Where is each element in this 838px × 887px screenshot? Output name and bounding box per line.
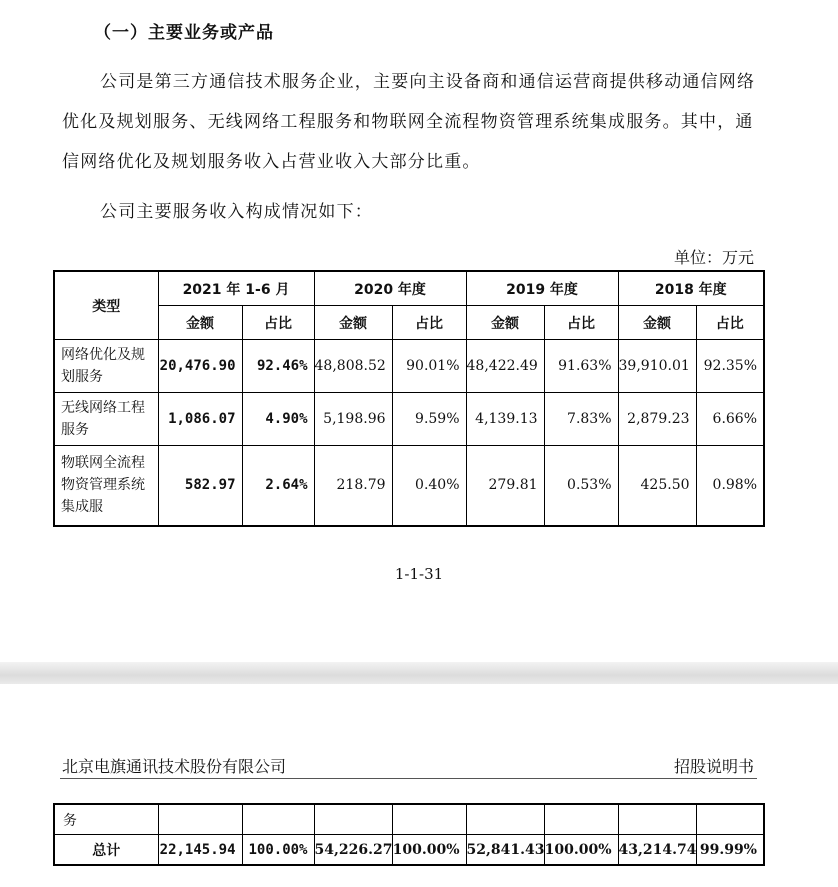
table-cell: 91.63% bbox=[544, 340, 618, 393]
table-cell: 7.83% bbox=[544, 393, 618, 446]
share-header: 占比 bbox=[392, 306, 466, 340]
amount-header: 金额 bbox=[314, 306, 392, 340]
row-label: 无线网络工程服务 bbox=[54, 393, 158, 446]
table-cell: 425.50 bbox=[618, 446, 696, 526]
amount-header: 金额 bbox=[466, 306, 544, 340]
table-cell: 9.59% bbox=[392, 393, 466, 446]
total-cell: 54,226.27 bbox=[314, 835, 392, 866]
table-intro-text: 公司主要服务收入构成情况如下： bbox=[100, 202, 373, 222]
table-cell: 2,879.23 bbox=[618, 393, 696, 446]
table-row bbox=[54, 804, 764, 835]
document-type-header: 招股说明书 bbox=[673, 757, 754, 776]
table-cell: 5,198.96 bbox=[314, 393, 392, 446]
table-cell bbox=[544, 804, 618, 835]
total-cell: 52,841.43 bbox=[466, 835, 544, 866]
table-cell: 4.90% bbox=[242, 393, 314, 446]
table-row bbox=[54, 340, 764, 393]
table-cell: 92.46% bbox=[242, 340, 314, 393]
table-cell bbox=[466, 804, 544, 835]
page-number: 1-1-31 bbox=[394, 565, 444, 583]
table-subheader-row bbox=[54, 306, 764, 340]
share-header: 占比 bbox=[544, 306, 618, 340]
total-row bbox=[54, 835, 764, 866]
period-header: 2019 年度 bbox=[466, 271, 618, 306]
total-cell: 100.00% bbox=[242, 835, 314, 866]
revenue-composition-table bbox=[53, 270, 765, 527]
table-cell bbox=[392, 804, 466, 835]
table-cell: 1,086.07 bbox=[158, 393, 242, 446]
total-cell: 22,145.94 bbox=[158, 835, 242, 866]
table-cell bbox=[618, 804, 696, 835]
table-cell: 218.79 bbox=[314, 446, 392, 526]
table-cell: 0.98% bbox=[696, 446, 764, 526]
table-intro-paragraph bbox=[62, 192, 762, 232]
total-cell: 100.00% bbox=[544, 835, 618, 866]
table-cell: 0.40% bbox=[392, 446, 466, 526]
table-cell bbox=[314, 804, 392, 835]
table-cell bbox=[158, 804, 242, 835]
table-cell: 279.81 bbox=[466, 446, 544, 526]
table-cell: 90.01% bbox=[392, 340, 466, 393]
table-row bbox=[54, 393, 764, 446]
type-header: 类型 bbox=[54, 271, 158, 340]
share-header: 占比 bbox=[696, 306, 764, 340]
row-label: 网络优化及规划服务 bbox=[54, 340, 158, 393]
intro-paragraph-text: 公司是第三方通信技术服务企业，主要向主设备商和通信运营商提供移动通信网络优化及规划服务、无线网络工程服务和物联网全流程物资管理系统集成服务。其中，通信网络优化及规划服务收入占营业收入大部分比重。 bbox=[62, 72, 756, 172]
table-cell: 6.66% bbox=[696, 393, 764, 446]
document-page-2 bbox=[0, 684, 838, 887]
table-cell bbox=[696, 804, 764, 835]
table-cell: 20,476.90 bbox=[158, 340, 242, 393]
revenue-composition-table-continued bbox=[53, 803, 765, 866]
table-cell: 582.97 bbox=[158, 446, 242, 526]
total-label: 总计 bbox=[54, 835, 158, 866]
period-header: 2021 年 1-6 月 bbox=[158, 271, 314, 306]
table-cell: 48,808.52 bbox=[314, 340, 392, 393]
share-header: 占比 bbox=[242, 306, 314, 340]
header-rule bbox=[60, 778, 757, 779]
section-heading: （一）主要业务或产品 bbox=[94, 23, 274, 43]
total-cell: 100.00% bbox=[392, 835, 466, 866]
table-cell: 2.64% bbox=[242, 446, 314, 526]
table-cell bbox=[242, 804, 314, 835]
company-name-header: 北京电旗通讯技术股份有限公司 bbox=[62, 757, 287, 776]
table-header-row bbox=[54, 271, 764, 306]
unit-label: 单位：万元 bbox=[673, 248, 754, 267]
table-cell: 39,910.01 bbox=[618, 340, 696, 393]
period-header: 2020 年度 bbox=[314, 271, 466, 306]
table-row bbox=[54, 446, 764, 526]
amount-header: 金额 bbox=[158, 306, 242, 340]
total-cell: 99.99% bbox=[696, 835, 764, 866]
total-cell: 43,214.74 bbox=[618, 835, 696, 866]
table-cell: 92.35% bbox=[696, 340, 764, 393]
intro-paragraph bbox=[62, 62, 762, 182]
row-label: 物联网全流程物资管理系统集成服 bbox=[54, 446, 158, 526]
table-cell: 0.53% bbox=[544, 446, 618, 526]
row-label-continuation: 务 bbox=[54, 804, 158, 835]
page-separator bbox=[0, 662, 838, 684]
table-cell: 4,139.13 bbox=[466, 393, 544, 446]
table-cell: 48,422.49 bbox=[466, 340, 544, 393]
period-header: 2018 年度 bbox=[618, 271, 764, 306]
amount-header: 金额 bbox=[618, 306, 696, 340]
